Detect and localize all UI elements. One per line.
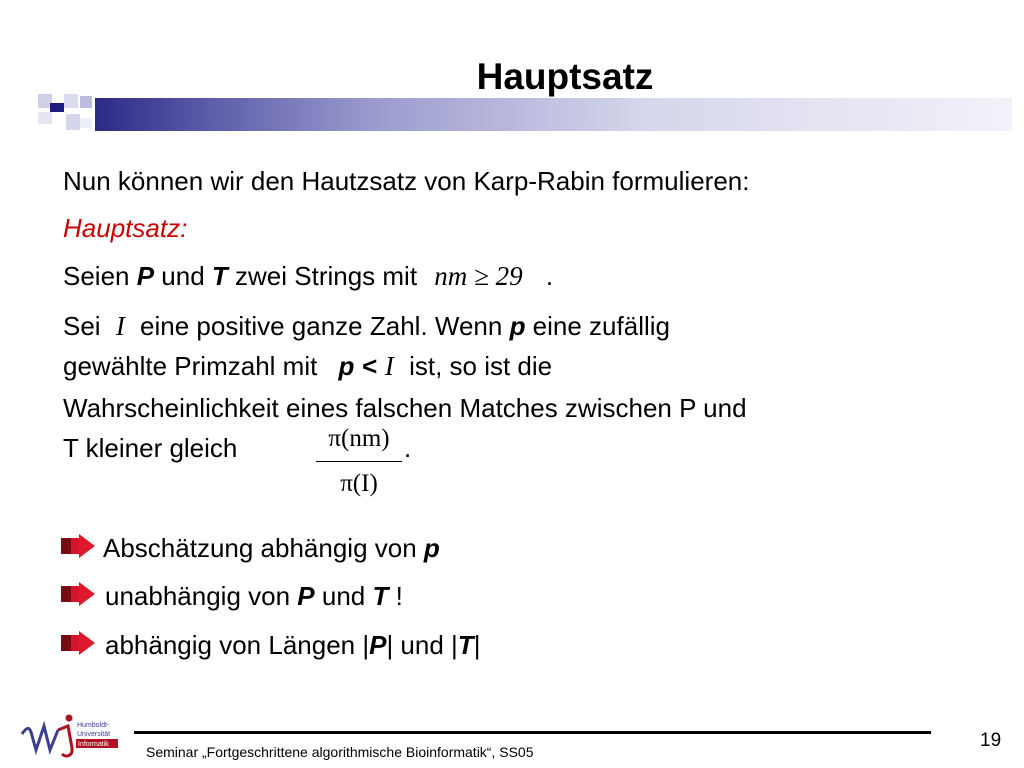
para-l4: T kleiner gleich — [63, 433, 238, 463]
var-I-2: I — [384, 351, 394, 381]
bullet-2-end: ! — [388, 581, 403, 611]
theorem-label: Hauptsatz: — [63, 213, 188, 243]
para-line-2 — [63, 350, 552, 382]
para-line-3: Wahrscheinlichkeit eines falschen Matches zwischen P und — [63, 393, 747, 423]
line-strings — [63, 260, 553, 292]
bullet-3-P: P — [369, 630, 387, 660]
formula-nm: nm ≥ 29 — [434, 261, 523, 291]
bullet-1 — [103, 533, 440, 564]
var-P: P — [136, 261, 155, 291]
para-l1-pre: Sei — [63, 311, 108, 341]
para-l2-pre: gewählte Primzahl mit — [63, 351, 325, 381]
para-l1-post: eine zufällig — [525, 311, 670, 341]
bullet-3-text: abhängig von Längen | — [105, 630, 370, 660]
para-l1-mid: eine positive ganze Zahl. Wenn — [132, 311, 510, 341]
bullet-2-text: unabhängig von — [105, 581, 298, 611]
intro-text: Nun können wir den Hautzsatz von Karp-Rabin formulieren: — [63, 166, 750, 196]
bullet-2 — [105, 581, 403, 612]
var-T: T — [211, 261, 228, 291]
para-line-4 — [63, 432, 237, 464]
footer-seminar: Seminar „Fortgeschrittene algorithmische Bioinformatik“, SS05 — [146, 744, 534, 760]
fraction-bar — [316, 461, 402, 462]
para-l2-post: ist, so ist die — [401, 351, 553, 381]
bullet-3-T: T — [457, 630, 474, 660]
line1-und: und — [154, 261, 212, 291]
arrow-bullet-icon — [61, 631, 95, 655]
logo-line-1: Humboldt- — [77, 722, 110, 729]
logo-line-2: Universität — [77, 731, 111, 738]
bullet-2-T: T — [372, 581, 389, 611]
bullet-3-end: | — [473, 630, 481, 660]
arrow-bullet-icon — [61, 534, 95, 558]
bullet-1-text: Abschätzung abhängig von — [103, 533, 424, 563]
hu-informatik-logo-icon — [20, 710, 130, 760]
para-line-1 — [63, 310, 670, 342]
var-I: I — [115, 311, 125, 341]
fraction-numerator: π(nm) — [328, 425, 390, 452]
logo-line-3: Informatik — [78, 741, 109, 748]
page-number: 19 — [980, 730, 1002, 751]
var-p: p — [509, 311, 526, 341]
bullet-3 — [105, 630, 480, 661]
slide-title: Hauptsatz — [476, 56, 654, 97]
line1-end: . — [545, 261, 554, 291]
fraction-denominator: π(I) — [340, 470, 378, 497]
bullet-2-mid: und — [314, 581, 373, 611]
bullet-3-mid: | und | — [386, 630, 458, 660]
header-bar — [95, 98, 1012, 131]
line1-pre: Seien — [63, 261, 137, 291]
line1-post: zwei Strings mit — [227, 261, 418, 291]
bullet-1-strong: p — [423, 533, 440, 563]
bullet-2-P: P — [297, 581, 315, 611]
footer-divider — [134, 731, 931, 734]
para-line-4-end: . — [404, 433, 412, 463]
var-p-less: p < — [338, 351, 377, 381]
arrow-bullet-icon — [61, 582, 95, 606]
